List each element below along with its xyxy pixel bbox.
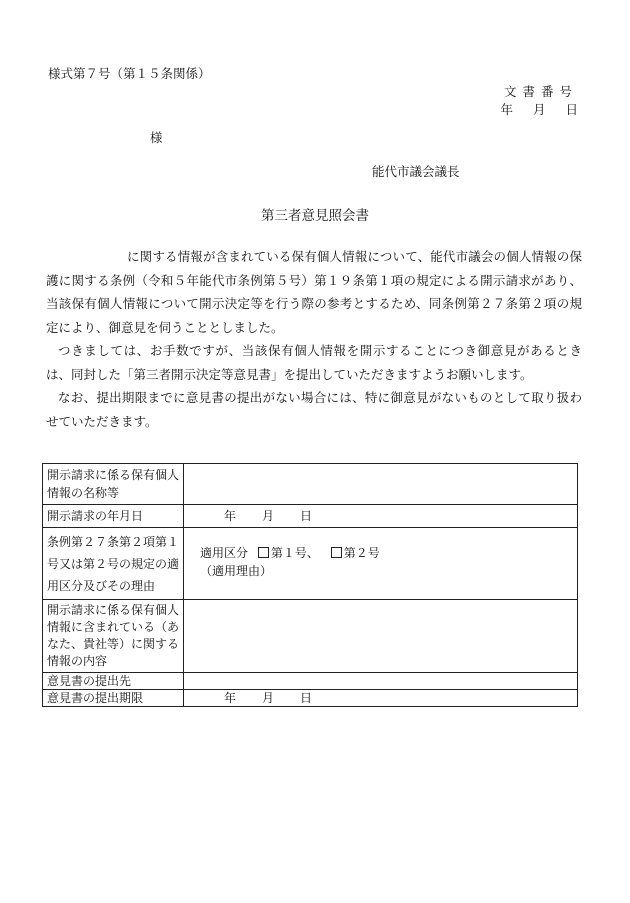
label-request-date: 開示請求の年月日: [43, 505, 184, 528]
request-date-month: 月: [262, 509, 275, 523]
label-info-content: 開示請求に係る保有個人情報に含まれている（あなた、貴社等）に関する情報の内容: [43, 600, 184, 673]
option-1-label: 第１号、: [270, 546, 319, 560]
category-label: 適用区分: [200, 546, 249, 560]
request-date-day: 日: [300, 509, 313, 523]
value-submission-deadline: [184, 690, 578, 707]
page-title: 第三者意見照会書: [261, 208, 369, 224]
label-info-name: 開示請求に係る保有個人情報の名称等: [43, 464, 184, 505]
deadline-month: 月: [262, 691, 275, 705]
table-row: [43, 528, 578, 600]
body-paragraph-1: に関する情報が含まれている保有個人情報について、能代市議会の個人情報の保護に関する条例（令和５年能代市条例第５号）第１９条第１項の規定による開示請求があり、当該保有個人情報について開示決定等を行う際の参考とするため、同条例第２７条第２項の規定により、御意見を伺うこととしました。: [46, 249, 582, 335]
category-line: [200, 544, 573, 562]
table-row: [43, 464, 578, 505]
value-request-date: [184, 505, 578, 528]
deadline-year: 年: [224, 691, 237, 705]
label-submission-deadline: 意見書の提出期限: [43, 690, 184, 707]
table-row: [43, 673, 578, 690]
checkbox-option-1[interactable]: [258, 547, 269, 558]
checkbox-option-2[interactable]: [331, 547, 342, 558]
table-row: [43, 505, 578, 528]
form-number: 様式第７号（第１５条関係）: [48, 66, 211, 81]
deadline-day: 日: [300, 691, 313, 705]
request-date-year: 年: [224, 509, 237, 523]
option-2-label: 第２号: [343, 546, 380, 560]
table-row: [43, 600, 578, 673]
info-table: [42, 463, 578, 707]
document-date-label: 年 月 日: [500, 102, 578, 117]
value-info-name: [184, 464, 578, 505]
value-application-category: [184, 528, 578, 600]
value-info-content: [184, 600, 578, 673]
body-paragraph-3: なお、提出期限までに意見書の提出がない場合には、特に御意見がないものとして取り扱わせていただきます。: [46, 390, 582, 429]
sender-name: 能代市議会議長: [372, 164, 460, 179]
document-number-label: 文書番号: [503, 84, 578, 99]
label-application-category: 条例第２７条第２項第１号又は第２号の規定の適用区分及びその理由: [43, 528, 184, 600]
value-submission-destination: [184, 673, 578, 690]
reason-label: （適用理由）: [200, 564, 273, 578]
letter-body: [46, 245, 582, 433]
table-row: [43, 690, 578, 707]
label-submission-destination: 意見書の提出先: [43, 673, 184, 690]
addressee-suffix: 様: [150, 130, 163, 145]
body-paragraph-2: つきましては、お手数ですが、当該保有個人情報を開示することにつき御意見があるときは、同封した「第三者開示決定等意見書」を提出していただきますようお願いします。: [46, 343, 582, 382]
